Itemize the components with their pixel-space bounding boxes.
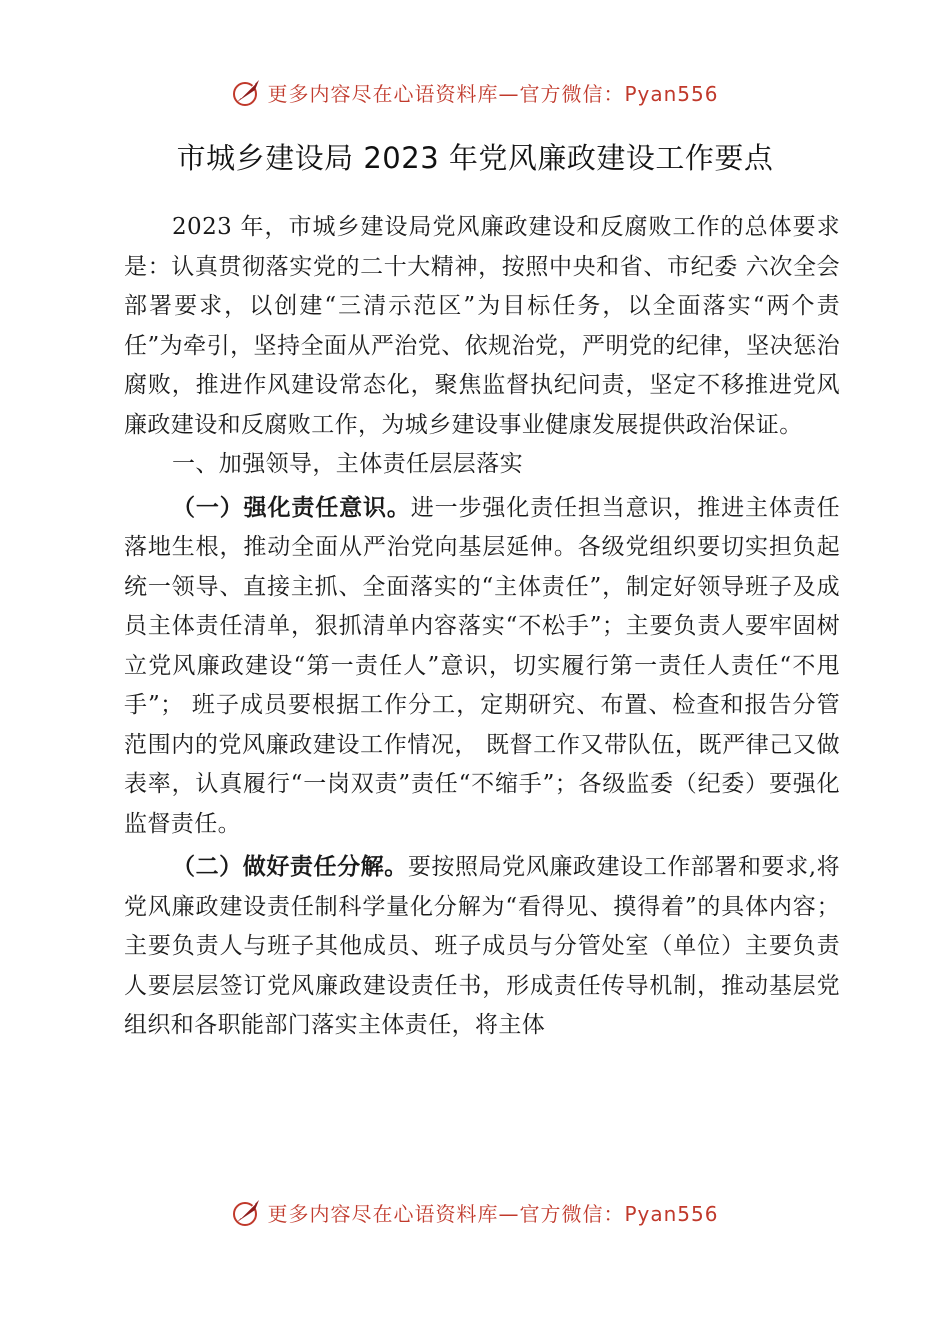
watermark-footer	[0, 1192, 950, 1232]
document-title: 市城乡建设局 2023 年党风廉政建设工作要点	[176, 141, 774, 175]
subsection-paragraph-2	[124, 848, 840, 1046]
subsection-label-2: （二）做好责任分解。	[172, 854, 408, 880]
subsection-paragraph-1	[124, 489, 840, 845]
document-body	[124, 208, 840, 1046]
quill-pen-icon	[231, 1196, 263, 1228]
subsection-text-2: 要按照局党风廉政建设工作部署和要求,将党风廉政建设责任制科学量化分解为“看得见、摸得着”的具体内容；主要负责人与班子其他成员、班子成员与分管处室（单位）主要负责人要层层签订党风廉政建设责任书，形成责任传导机制，推动基层党组织和各职能部门落实主体责任，将主体	[124, 854, 841, 1038]
subsection-label-1: （一）强化责任意识。	[172, 494, 411, 521]
quill-pen-icon	[231, 76, 263, 108]
subsection-text-1: 进一步强化责任担当意识，推进主体责任落地生根，推动全面从严治党向基层延伸。各级党组织要切实担负起统一领导、直接主抓、全面落实的“主体责任”，制定好领导班子及成员主体责任清单，狠抓清单内容落实“不松手”；主要负责人要牢固树立党风廉政建设“第一责任人”意识，切实履行第一责任人责任“不甩手”； 班子成员要根据工作分工，定期研究、布置、检查和报告分管范围内的党风廉政建设工作情况， 既督工作又带队伍，既严律己又做表率，认真履行“一岗双责”责任“不缩手”；各级监委（纪委）要强化监督责任。	[124, 494, 841, 837]
watermark-header	[0, 72, 950, 112]
watermark-text: 更多内容尽在心语资料库—官方微信：Pyan556	[267, 1201, 719, 1226]
intro-paragraph: 2023 年，市城乡建设局党风廉政建设和反腐败工作的总体要求是：认真贯彻落实党的二十大精神，按照中央和省、市纪委 六次全会部署要求，以创建“三清示范区”为目标任务，以全面落实“两个责任”为牵引，坚持全面从严治党、依规治党，严明党的纪律，坚决惩治腐败，推进作风建设常态化，聚焦监督执纪问责，坚定不移推进党风廉政建设和反腐败工作，为城乡建设事业健康发展提供政治保证。	[124, 214, 840, 438]
section-heading: 一、加强领导，主体责任层层落实	[172, 451, 523, 477]
watermark-text: 更多内容尽在心语资料库—官方微信：Pyan556	[267, 81, 719, 106]
